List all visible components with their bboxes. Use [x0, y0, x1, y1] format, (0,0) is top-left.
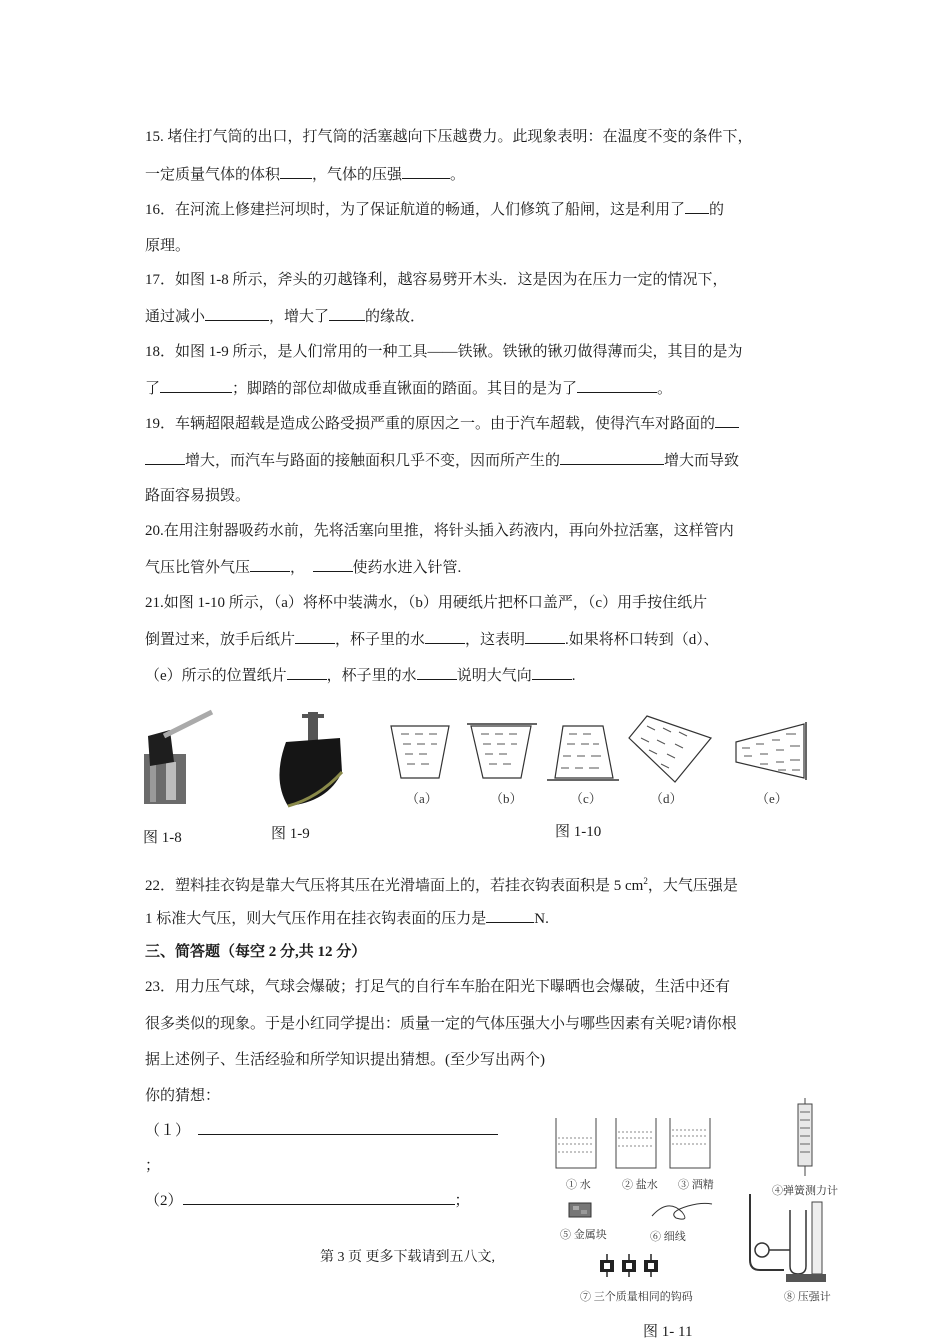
item-metal-block: ⑤ 金属块	[560, 1229, 607, 1241]
blank[interactable]	[532, 665, 572, 680]
spring-scale-figure	[790, 1098, 820, 1178]
page-footer: 第 3 页 更多下载请到五八文,	[320, 1250, 495, 1265]
q23-line2: 很多类似的现象。于是小红同学提出：质量一定的气体压强大小与哪些因素有关呢?请你根	[145, 1016, 737, 1032]
q19-line3: 路面容易损毁。	[145, 488, 251, 504]
q15-line1: 15. 堵住打气筒的出口，打气筒的活塞越向下压越费力。此现象表明：在温度不变的条件下，	[145, 129, 753, 145]
guess-label: 你的猜想：	[145, 1088, 221, 1104]
guess-1: （１）	[145, 1120, 498, 1141]
q20-line1: 20.在用注射器吸药水前，先将活塞向里推，将针头插入药液内，再向外拉活塞，这样管内	[145, 523, 734, 539]
item-spring-scale: ④弹簧测力计	[772, 1185, 838, 1197]
blank[interactable]	[313, 557, 353, 572]
blank[interactable]	[525, 629, 565, 644]
q16-line1: 16．在河流上修建拦河坝时，为了保证航道的畅通，人们修筑了船闸，这是利用了 的	[145, 199, 724, 220]
blank[interactable]	[145, 450, 185, 465]
blank[interactable]	[250, 557, 290, 572]
thread-figure	[648, 1196, 714, 1226]
blank[interactable]	[685, 199, 709, 214]
hook-weights-figure	[596, 1254, 666, 1278]
item-thread: ⑥ 细线	[650, 1231, 686, 1243]
q23-line3: 据上述例子、生活经验和所学知识提出猜想。(至少写出两个)	[145, 1052, 545, 1068]
figure-caption-1-10: 图 1-10	[555, 824, 602, 840]
cups-figure	[385, 712, 715, 792]
cup-label-c: （c）	[570, 791, 602, 806]
figure-caption-1-8: 图 1-8	[143, 830, 182, 846]
figure-caption-1-11: 图 1- 11	[643, 1324, 693, 1340]
q21-line1: 21.如图 1-10 所示，（a）将杯中装满水，（b）用硬纸片把杯口盖严，（c）用手按住纸片	[145, 595, 708, 611]
beakers-figure	[548, 1112, 718, 1172]
metal-block-figure	[568, 1202, 592, 1218]
blank[interactable]	[402, 164, 450, 179]
shovel-figure	[268, 710, 350, 810]
answer-line-1[interactable]	[198, 1120, 498, 1135]
q20-line2: 气压比管外气压 ， 使药水进入针管.	[145, 557, 461, 578]
q19-line1: 19．车辆超限超载是造成公路受损严重的原因之一。由于汽车超载，使得汽车对路面的	[145, 413, 739, 434]
blank[interactable]	[577, 378, 657, 393]
figure-caption-1-9: 图 1-9	[271, 826, 310, 842]
q23-line1: 23．用力压气球，气球会爆破；打足气的自行车车胎在阳光下曝晒也会爆破，生活中还有	[145, 979, 731, 995]
blank[interactable]	[329, 306, 365, 321]
guess-1-semicolon: ；	[145, 1158, 161, 1174]
q17-line1: 17．如图 1-8 所示，斧头的刃越锋利，越容易劈开木头．这是因为在压力一定的情况下，	[145, 272, 728, 288]
blank[interactable]	[560, 450, 664, 465]
manometer-figure	[744, 1190, 844, 1286]
blank[interactable]	[280, 164, 312, 179]
blank[interactable]	[715, 413, 739, 428]
blank[interactable]	[486, 908, 534, 923]
item-water: ① 水	[566, 1179, 591, 1191]
q22-line1: 22．塑料挂衣钩是靠大气压将其压在光滑墙面上的，若挂衣钩表面积是 5 $cm^2$，大气压强是	[145, 876, 738, 894]
cup-e-figure	[730, 718, 810, 784]
blank[interactable]	[205, 306, 269, 321]
q19-line2: 增大，而汽车与路面的接触面积几乎不变，因而所产生的 增大而导致	[145, 450, 739, 471]
blank[interactable]	[417, 665, 457, 680]
blank[interactable]	[160, 378, 232, 393]
blank[interactable]	[295, 629, 335, 644]
cup-label-d: （d）	[650, 791, 683, 806]
cup-label-b: （b）	[490, 791, 523, 806]
cup-label-e: （e）	[756, 791, 788, 806]
answer-line-2[interactable]	[183, 1190, 455, 1205]
q21-line2: 倒置过来，放手后纸片 ，杯子里的水 ，这表明 .如果将杯口转到（d）、	[145, 629, 719, 650]
cup-label-a: （a）	[406, 791, 438, 806]
item-alcohol: ③ 酒精	[678, 1179, 714, 1191]
q18-line1: 18．如图 1-9 所示，是人们常用的一种工具——铁锹。铁锹的锹刃做得薄而尖，其目的是为	[145, 344, 743, 360]
q18-line2: 了 ；脚踏的部位却做成垂直锹面的踏面。其目的是为了 。	[145, 378, 672, 399]
q21-line3: （e）所示的位置纸片 ，杯子里的水 说明大气向 .	[145, 665, 575, 686]
q16-line2: 原理。	[145, 238, 191, 254]
item-salt-water: ② 盐水	[622, 1179, 658, 1191]
item-hook-weights: ⑦ 三个质量相同的钩码	[580, 1291, 693, 1303]
blank[interactable]	[287, 665, 327, 680]
q15-line2: 一定质量气体的体积 ，气体的压强 。	[145, 164, 465, 185]
q17-line2: 通过减小 ，增大了 的缘故．	[145, 306, 425, 327]
section-heading: 三、简答题（每空 2 分,共 12 分）	[145, 944, 367, 960]
blank[interactable]	[425, 629, 465, 644]
item-manometer: ⑧ 压强计	[784, 1291, 831, 1303]
q22-line2: 1 标准大气压，则大气压作用在挂衣钩表面的压力是 N.	[145, 908, 549, 929]
guess-2: （2） ；	[145, 1190, 470, 1211]
axe-figure	[140, 710, 220, 806]
